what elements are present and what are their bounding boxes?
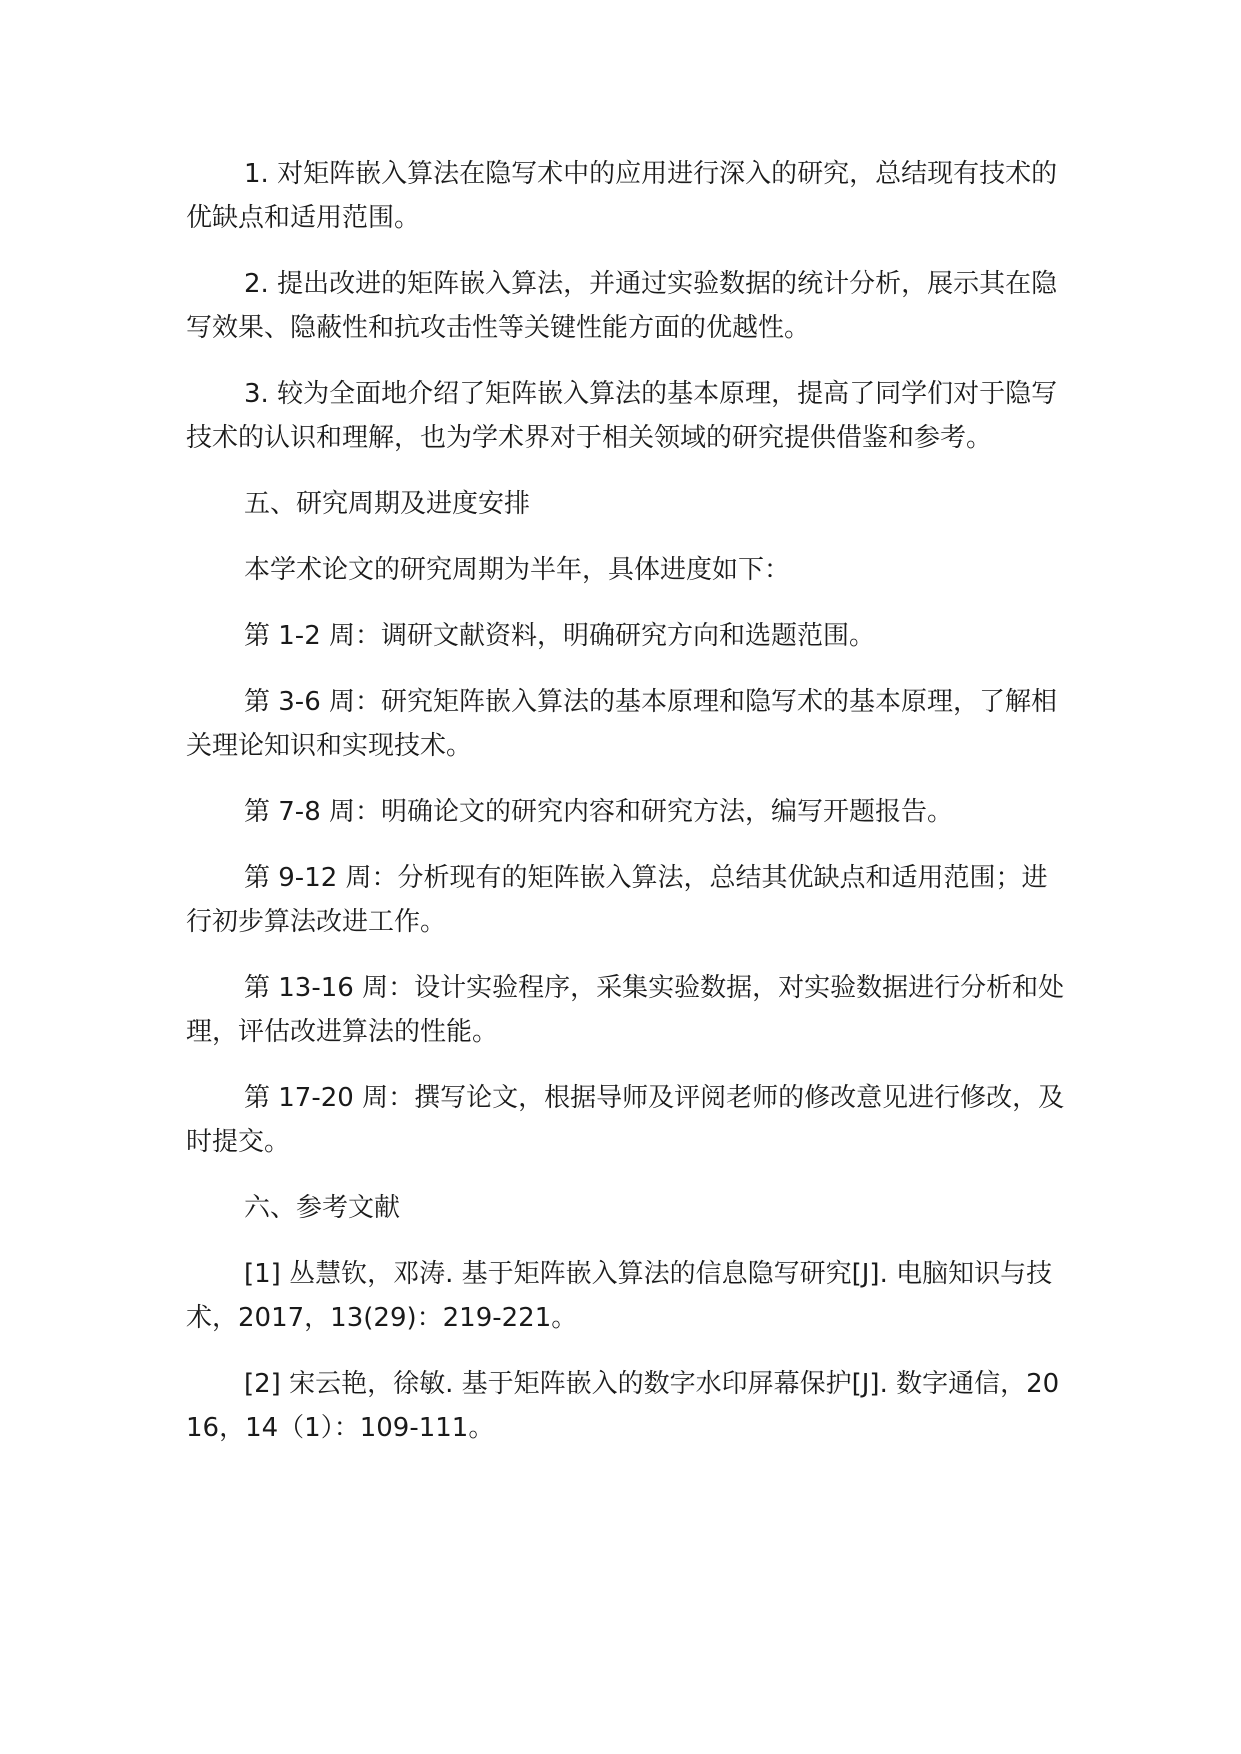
schedule-item: 第 7-8 周：明确论文的研究内容和研究方法，编写开题报告。 [244, 797, 953, 827]
schedule-intro: 本学术论文的研究周期为半年，具体进度如下： [244, 555, 791, 585]
section-heading-schedule: 五、研究周期及进度安排 [244, 489, 531, 519]
schedule-item: 第 3-6 周：研究矩阵嵌入算法的基本原理和隐写术的基本原理，了解相关理论知识和实现技术。 [186, 687, 1057, 761]
list-item-2: 2. 提出改进的矩阵嵌入算法，并通过实验数据的统计分析，展示其在隐写效果、隐蔽性和抗攻击性等关键性能方面的优越性。 [186, 269, 1058, 343]
reference-item: [2] 宋云艳，徐敏. 基于矩阵嵌入的数字水印屏幕保护[J]. 数字通信，2016，14（1）：109-111。 [186, 1369, 1060, 1443]
section-heading-references: 六、参考文献 [244, 1193, 401, 1223]
schedule-item: 第 1-2 周：调研文献资料，明确研究方向和选题范围。 [244, 621, 875, 651]
document-page [186, 152, 1071, 1472]
list-item-3: 3. 较为全面地介绍了矩阵嵌入算法的基本原理，提高了同学们对于隐写技术的认识和理解，也为学术界对于相关领域的研究提供借鉴和参考。 [186, 379, 1058, 453]
reference-item: [1] 丛慧钦，邓涛. 基于矩阵嵌入算法的信息隐写研究[J]. 电脑知识与技术，2017，13(29)：219-221。 [186, 1259, 1053, 1333]
schedule-item: 第 13-16 周：设计实验程序，采集实验数据，对实验数据进行分析和处理，评估改进算法的性能。 [186, 973, 1065, 1047]
schedule-item: 第 17-20 周：撰写论文，根据导师及评阅老师的修改意见进行修改，及时提交。 [186, 1083, 1065, 1157]
list-item-1: 1. 对矩阵嵌入算法在隐写术中的应用进行深入的研究，总结现有技术的优缺点和适用范围。 [186, 159, 1058, 233]
schedule-item: 第 9-12 周：分析现有的矩阵嵌入算法，总结其优缺点和适用范围；进行初步算法改进工作。 [186, 863, 1048, 937]
